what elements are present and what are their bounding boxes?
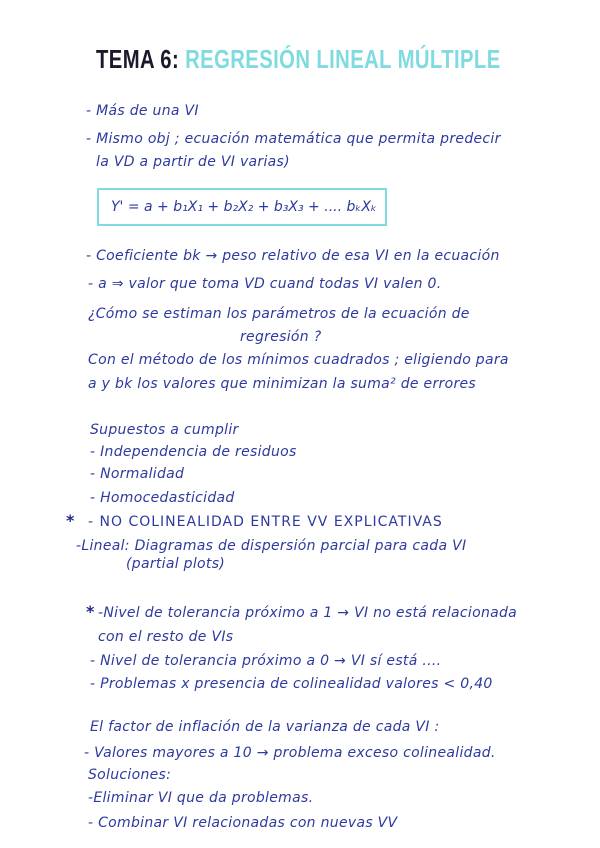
tolerance-line-1: -Nivel de tolerancia próximo a 1 → VI no está relacionada: [98, 605, 518, 621]
answer-line-2: a y bk los valores que minimizan la suma² de errores: [88, 376, 477, 392]
assumption-item-4: - NO COLINEALIDAD ENTRE VV EXPLICATIVAS: [88, 514, 443, 530]
question-line-1: ¿Cómo se estiman los parámetros de la ecuación de: [88, 306, 470, 322]
answer-line-1: Con el método de los mínimos cuadrados ; eligiendo para: [88, 352, 509, 368]
assumption-item-5: -Lineal: Diagramas de dispersión parcial para cada VI: [76, 538, 467, 554]
assumption-item-6: (partial plots): [126, 556, 226, 572]
intro-line-3: la VD a partir de VI varias): [96, 154, 290, 170]
vif-line-1: El factor de inflación de la varianza de cada VI :: [90, 719, 440, 735]
topic-subject: REGRESIÓN LINEAL MÚLTIPLE: [185, 44, 501, 74]
question-line-2: regresión ?: [240, 329, 322, 345]
asterisk-mark: *: [66, 511, 75, 530]
tolerance-line-3: - Nivel de tolerancia próximo a 0 → VI sí está ....: [90, 653, 442, 669]
intro-line-2: - Mismo obj ; ecuación matemática que permita predecir: [86, 131, 501, 147]
tolerance-line-2: con el resto de VIs: [98, 629, 234, 645]
assumption-item-1: - Independencia de residuos: [90, 444, 297, 460]
vif-line-4: -Eliminar VI que da problemas.: [88, 790, 314, 806]
coefficient-line-1: - Coeficiente bk → peso relativo de esa VI en la ecuación: [86, 248, 500, 264]
vif-line-3: Soluciones:: [88, 767, 172, 783]
tolerance-line-4: - Problemas x presencia de colinealidad valores < 0,40: [90, 676, 493, 692]
formula-box: [97, 188, 387, 226]
vif-line-5: - Combinar VI relacionadas con nuevas VV: [88, 815, 398, 831]
asterisk-mark-2: *: [86, 602, 95, 621]
assumptions-heading: Supuestos a cumplir: [90, 422, 239, 438]
page-title: [96, 44, 501, 75]
regression-formula: Y' = a + b₁X₁ + b₂X₂ + b₃X₃ + .... bₖXₖ: [111, 199, 377, 215]
vif-line-2: - Valores mayores a 10 → problema exceso colinealidad.: [84, 745, 496, 761]
assumption-item-3: - Homocedasticidad: [90, 490, 235, 506]
assumption-item-2: - Normalidad: [90, 466, 185, 482]
topic-number: TEMA 6:: [96, 44, 180, 74]
coefficient-line-2: - a ⇒ valor que toma VD cuand todas VI valen 0.: [88, 276, 442, 292]
intro-line-1: - Más de una VI: [86, 103, 199, 119]
